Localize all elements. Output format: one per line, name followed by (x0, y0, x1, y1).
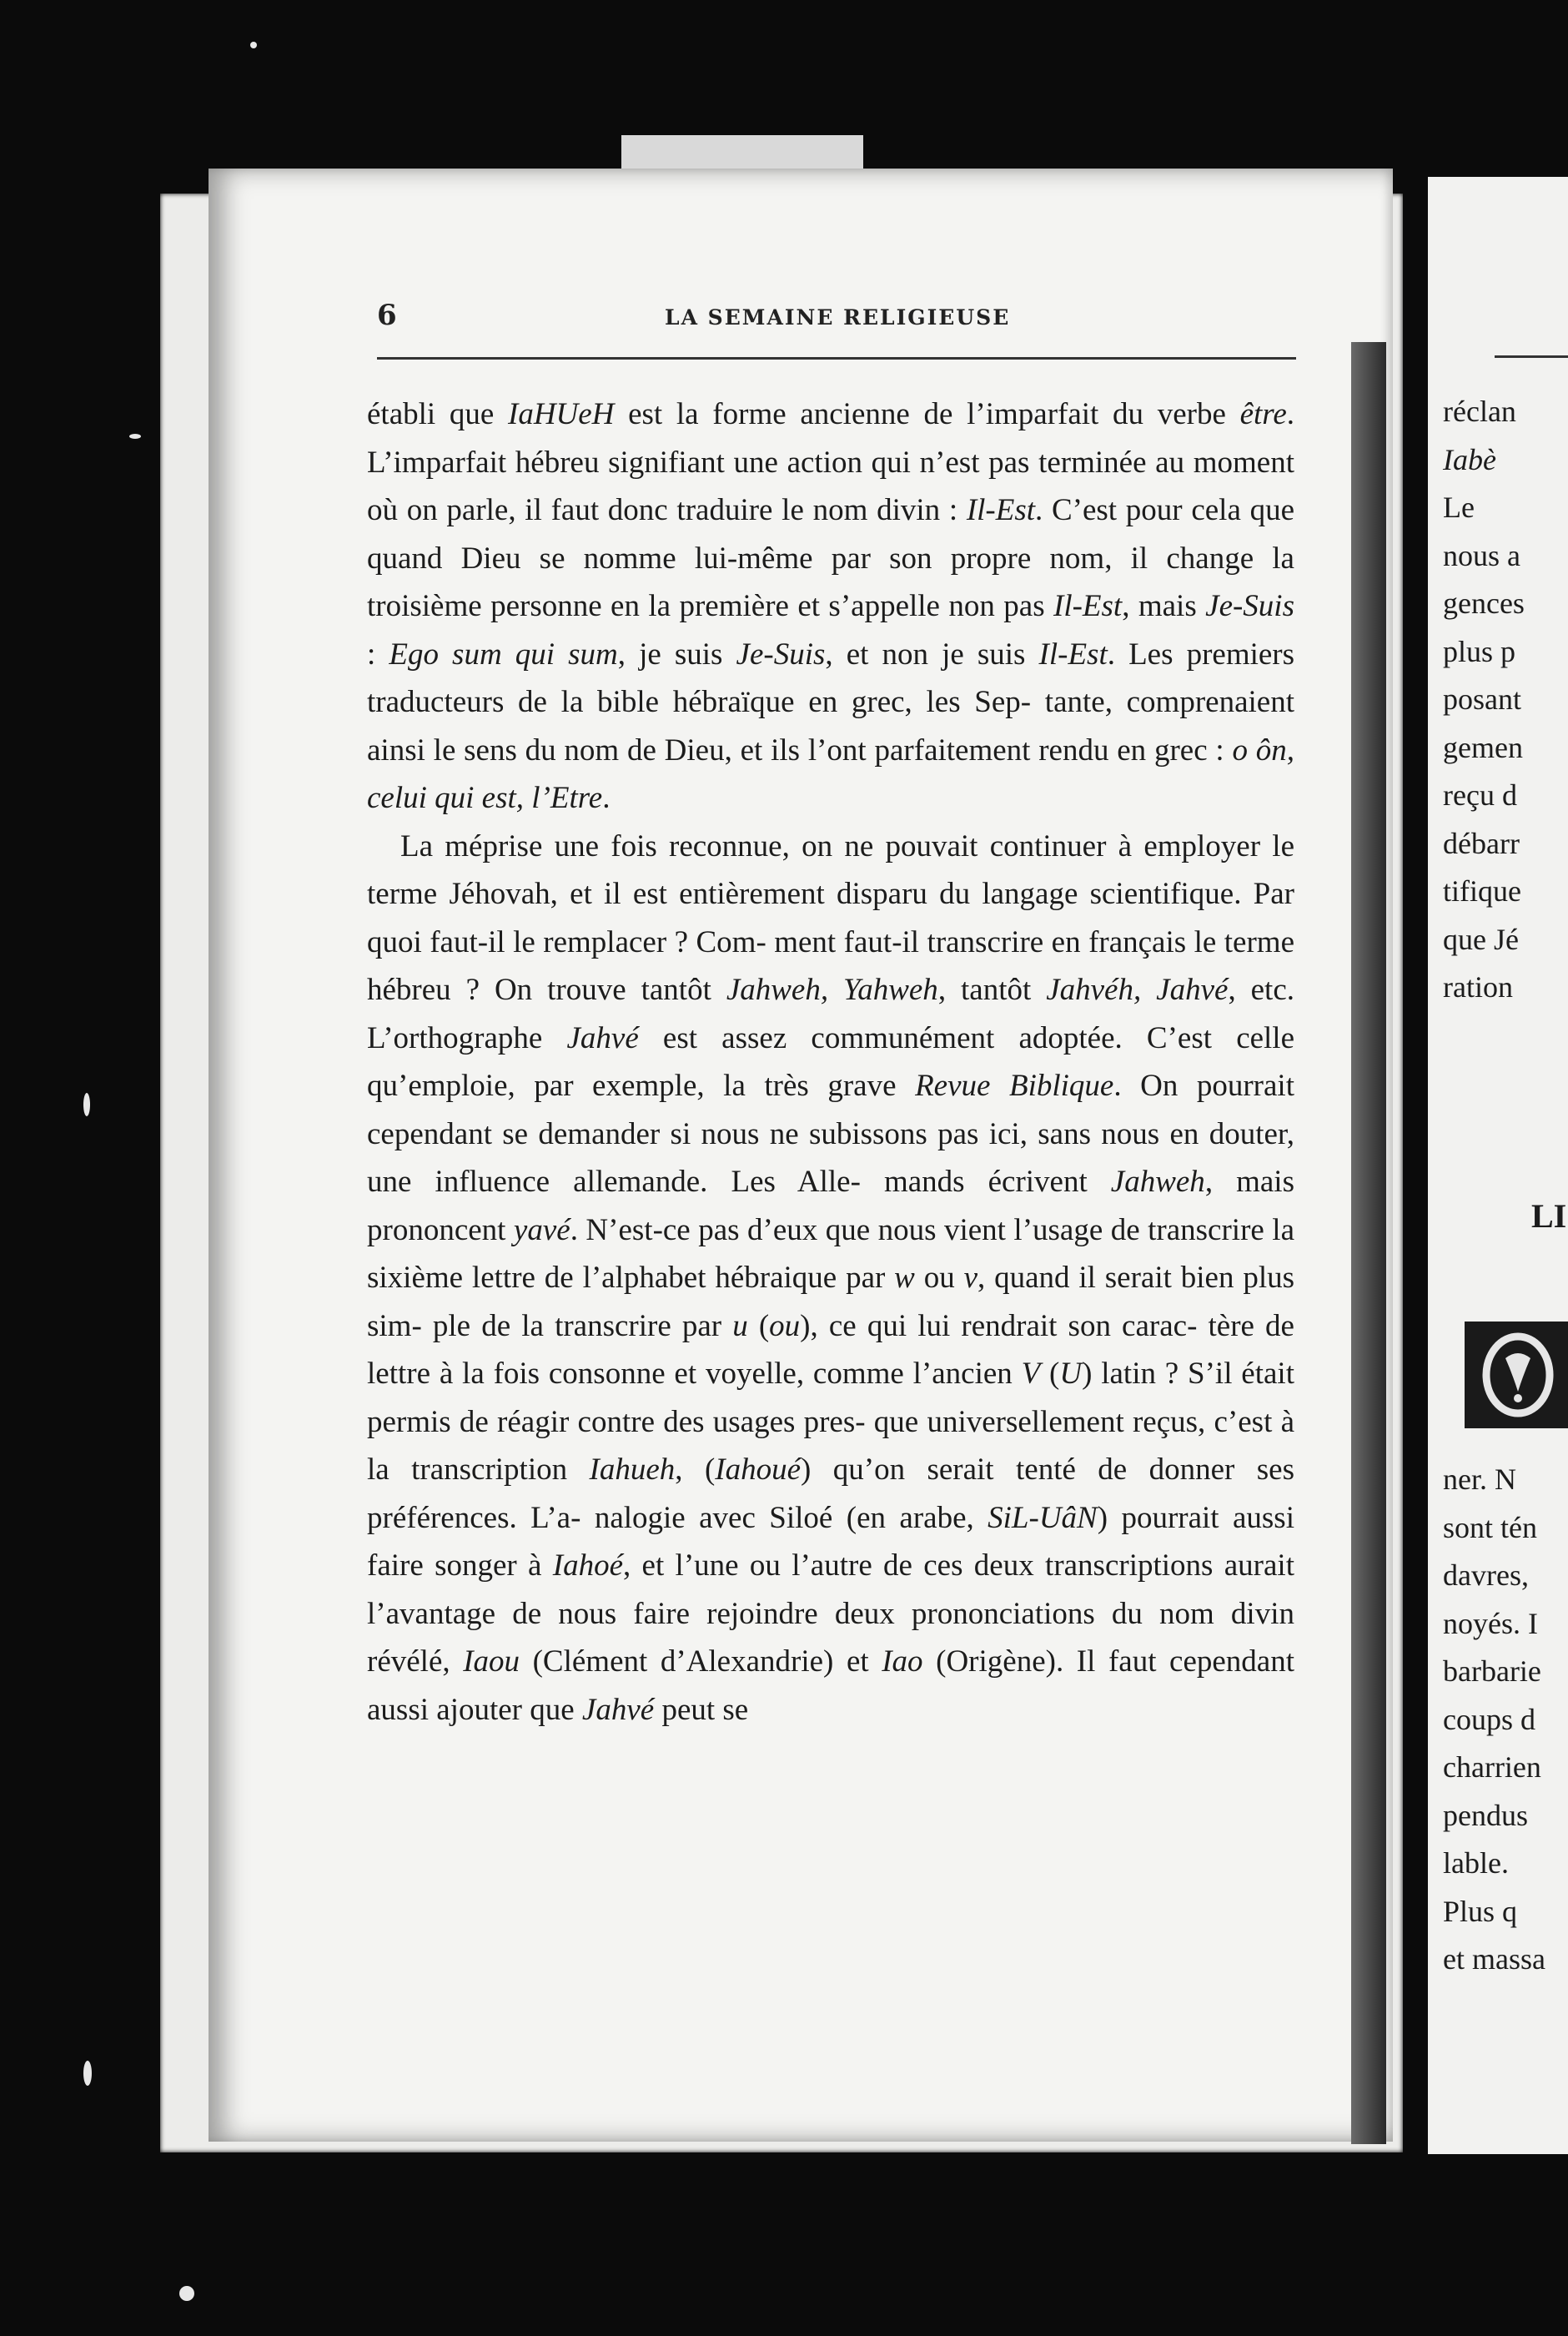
text-line: celle qu’emploie, par exemple, la très grave Revue Biblique. (367, 1020, 1295, 1103)
text-line-fragment: débarr (1443, 826, 1520, 860)
text-line: (Iahoué) qu’on serait tenté de donner ses préférences. L’a- (367, 1452, 1295, 1535)
text-line-fragment: nous a (1443, 538, 1520, 572)
text-line: ici, sans nous en douter, une influence allemande. Les Alle- (367, 1116, 1294, 1199)
text-line: L’orthographe Jahvé est assez communément adoptée. C’est (367, 1020, 1237, 1055)
dust-speck (179, 2286, 194, 2301)
text-line: l’alphabet hébraique par w ou v, quand il serait bien plus sim- (367, 1261, 1294, 1343)
text-line-fragment: charrien (1443, 1750, 1541, 1784)
text-line-fragment: que Jé (1443, 922, 1519, 956)
header-rule (1495, 355, 1568, 358)
page-body (367, 390, 1294, 1734)
text-line-fragment: Iabè (1443, 442, 1496, 476)
running-title: LA SEMAINE RELIGIEUSE (665, 305, 1011, 330)
text-line: La méprise une fois reconnue, on ne pouvait continuer à (400, 828, 1144, 863)
text-line: nom divin : Il-Est. C’est pour cela que quand Dieu se nomme (367, 493, 1294, 576)
text-line: premiers traducteurs de la bible hébraïque en grec, les Sep- (367, 637, 1295, 719)
text-line: songer à Iahoé, et l’une ou l’autre de ces deux transcriptions (435, 1548, 1224, 1583)
text-line-fragment: et massa (1443, 1942, 1545, 1976)
text-line-fragment: posant (1443, 682, 1521, 716)
text-line-fragment: Le (1443, 491, 1475, 524)
book-gutter (1351, 342, 1386, 2144)
page-number: 6 (377, 299, 397, 332)
text-line: établi que IaHUeH est la forme ancienne de l’imparfait du (367, 397, 1158, 431)
drop-cap-ornament (1465, 1322, 1568, 1428)
paragraph (367, 823, 1294, 1734)
text-line: tante, comprenaient ainsi le sens du nom de Dieu, et ils l’ont (367, 685, 1294, 768)
text-line-fragment: reçu d (1443, 778, 1517, 812)
text-line-fragment: noyés. I (1443, 1606, 1538, 1640)
text-line: employer le terme Jéhovah, et il est entièrement disparu du (367, 828, 1294, 911)
text-line-fragment: davres, (1443, 1558, 1529, 1592)
text-line-fragment: gemen (1443, 730, 1523, 764)
text-line-fragment: ration (1443, 970, 1513, 1004)
text-line: en la première et s’appelle non pas Il-Est, mais Je-Suis : (367, 589, 1294, 672)
ornament-icon (1468, 1325, 1568, 1425)
dust-speck (83, 1093, 90, 1116)
text-line: Ego sum qui sum, je suis Je-Suis, et non je suis Il-Est. Les (389, 637, 1187, 672)
text-line: pas terminée au moment où on parle, il faut donc traduire le (367, 445, 1294, 527)
text-line: ment faut-il transcrire en français le terme hébreu ? On (367, 924, 1294, 1007)
page-header (377, 299, 1294, 332)
text-line-fragment: réclan (1443, 395, 1516, 428)
text-line: trouve tantôt Jahweh, Yahweh, tantôt Jahvéh, Jahvé, etc. (547, 973, 1295, 1007)
text-line: parfaitement rendu en grec : o ôn, celui qui est, l’Etre. (367, 733, 1294, 815)
right-page (1428, 177, 1568, 2154)
text-line: verbe être. L’imparfait hébreu signifiant une action qui n’est (367, 397, 1295, 480)
text-line-fragment: ner. N (1443, 1463, 1516, 1496)
text-line-fragment: barbarie (1443, 1654, 1541, 1688)
text-line: lui-même par son propre nom, il change la troisième personne (367, 541, 1294, 623)
text-line: mands écrivent Jahweh, mais prononcent yavé. N’est-ce pas (367, 1165, 1294, 1247)
text-line: aurait l’avantage de nous faire rejoindre deux prononciations (367, 1548, 1294, 1631)
text-line: nalogie avec Siloé (en arabe, SiL-UâN) pourrait aussi faire (367, 1500, 1294, 1583)
header-rule (377, 357, 1296, 360)
dust-speck (250, 42, 257, 48)
text-line-fragment: coups d (1443, 1702, 1535, 1736)
text-line-fragment: gences (1443, 587, 1525, 620)
text-line: du nom divin révélé, Iaou (Clément d’Alexandrie) et Iao (367, 1596, 1294, 1679)
text-line-fragment: sont tén (1443, 1510, 1537, 1544)
dust-speck (129, 434, 141, 439)
text-line-fragment: plus p (1443, 634, 1516, 668)
dust-speck (83, 2061, 92, 2086)
text-line: langage scientifique. Par quoi faut-il le remplacer ? Com- (367, 877, 1294, 959)
text-line-fragment: Plus q (1443, 1894, 1518, 1928)
paragraph (367, 390, 1294, 823)
text-line: tère de lettre à la fois consonne et voyelle, comme l’ancien V (367, 1308, 1294, 1391)
text-line-fragment: pendus (1443, 1798, 1528, 1832)
text-line: que universellement reçus, c’est à la transcription Iahueh, (367, 1404, 1294, 1487)
text-line: d’eux que nous vient l’usage de transcrire la sixième lettre de (367, 1212, 1294, 1295)
text-line: On pourrait cependant se demander si nous ne subissons pas (367, 1069, 1294, 1151)
text-line: (U) latin ? S’il était permis de réagir contre des usages pres- (367, 1357, 1294, 1439)
text-line: (Origène). Il faut cependant aussi ajouter que Jahvé peut se (367, 1644, 1295, 1727)
text-line-fragment: tifique (1443, 874, 1521, 908)
text-line: ple de la transcrire par u (ou), ce qui lui rendrait son carac- (432, 1308, 1209, 1343)
text-line-fragment: lable. (1443, 1846, 1509, 1880)
section-heading: LI (1531, 1197, 1567, 1235)
